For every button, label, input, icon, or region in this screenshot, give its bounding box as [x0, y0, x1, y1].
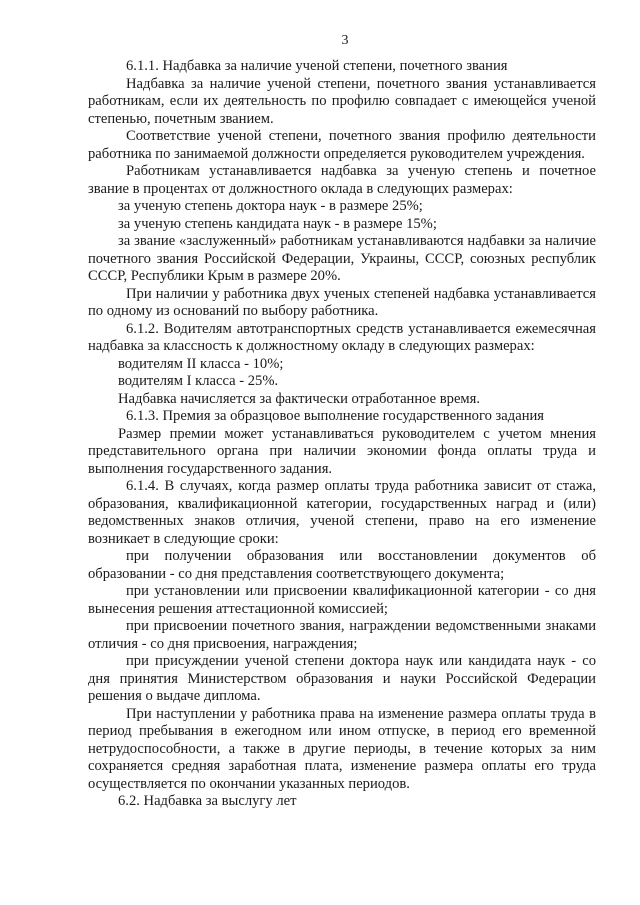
paragraph: При наличии у работника двух ученых степеней надбавка устанавливается по одному из оснований по выбору работника. — [88, 285, 596, 319]
paragraph: Работникам устанавливается надбавка за ученую степень и почетное звание в процентах от должностного оклада в следующих размерах: — [88, 163, 596, 197]
list-item: при присвоении почетного звания, награждении ведомственными знаками отличия - со дня присвоения, награждения; — [88, 618, 596, 652]
section-heading-6-1-2: 6.1.2. Водителям автотранспортных средств устанавливается ежемесячная надбавка за классность к должностному окладу в следующих размерах: — [88, 320, 596, 354]
page-number: 3 — [341, 33, 349, 48]
section-heading-6-1-3: 6.1.3. Премия за образцовое выполнение государственного задания — [126, 408, 545, 424]
list-item: при присуждении ученой степени доктора наук или кандидата наук - со дня принятия Министерством образования и науки Российской Федерации решения о выдаче диплома. — [88, 653, 596, 704]
list-item: за ученую степень кандидата наук - в размере 15%; — [118, 215, 437, 232]
list-item: водителям II класса - 10%; — [118, 355, 284, 372]
list-item: за ученую степень доктора наук - в размере 25%; — [118, 198, 423, 214]
paragraph: Размер премии может устанавливаться руководителем с учетом мнения представительного органа при наличии экономии фонда оплаты труда и выполнения государственного задания. — [88, 425, 596, 477]
document-body — [88, 58, 596, 811]
paragraph: Надбавка за наличие ученой степени, почетного звания устанавливается работникам, если их деятельность по профилю совпадает с имеющейся ученой степенью, почетным званием. — [88, 75, 596, 127]
section-heading-6-1-1: 6.1.1. Надбавка за наличие ученой степени, почетного звания — [126, 58, 508, 74]
paragraph: При наступлении у работника права на изменение размера оплаты труда в период пребывания в ежегодном или ином отпуске, в период его временной нетрудоспособности, а также в другие периоды, в течение которых за ним сохраняется средняя заработная плата, изменение размера оплаты его труда осуществляется по окончании указанных периодов. — [88, 705, 596, 792]
list-item: за звание «заслуженный» работникам устанавливаются надбавки за наличие почетного звания Российской Федерации, Украины, СССР, союзных республик СССР, Республики Крым в размере 20%. — [88, 233, 596, 284]
paragraph: Надбавка начисляется за фактически отработанное время. — [118, 390, 481, 407]
list-item: при установлении или присвоении квалификационной категории - со дня вынесения решения аттестационной комиссией; — [88, 583, 596, 617]
paragraph: Соответствие ученой степени, почетного звания профилю деятельности работника по занимаемой должности определяется руководителем учреждения. — [88, 128, 596, 162]
section-heading-6-1-4: 6.1.4. В случаях, когда размер оплаты труда работника зависит от стажа, образования, квалификационной категории, государственных наград и (или) ведомственных знаков отличия, ученой степени, право на его изменение возникает в следующие сроки: — [88, 478, 596, 547]
section-heading-6-2: 6.2. Надбавка за выслугу лет — [118, 793, 297, 809]
list-item: водителям I класса - 25%. — [118, 373, 279, 389]
list-item: при получении образования или восстановлении документов об образовании - со дня представления соответствующего документа; — [88, 548, 596, 582]
